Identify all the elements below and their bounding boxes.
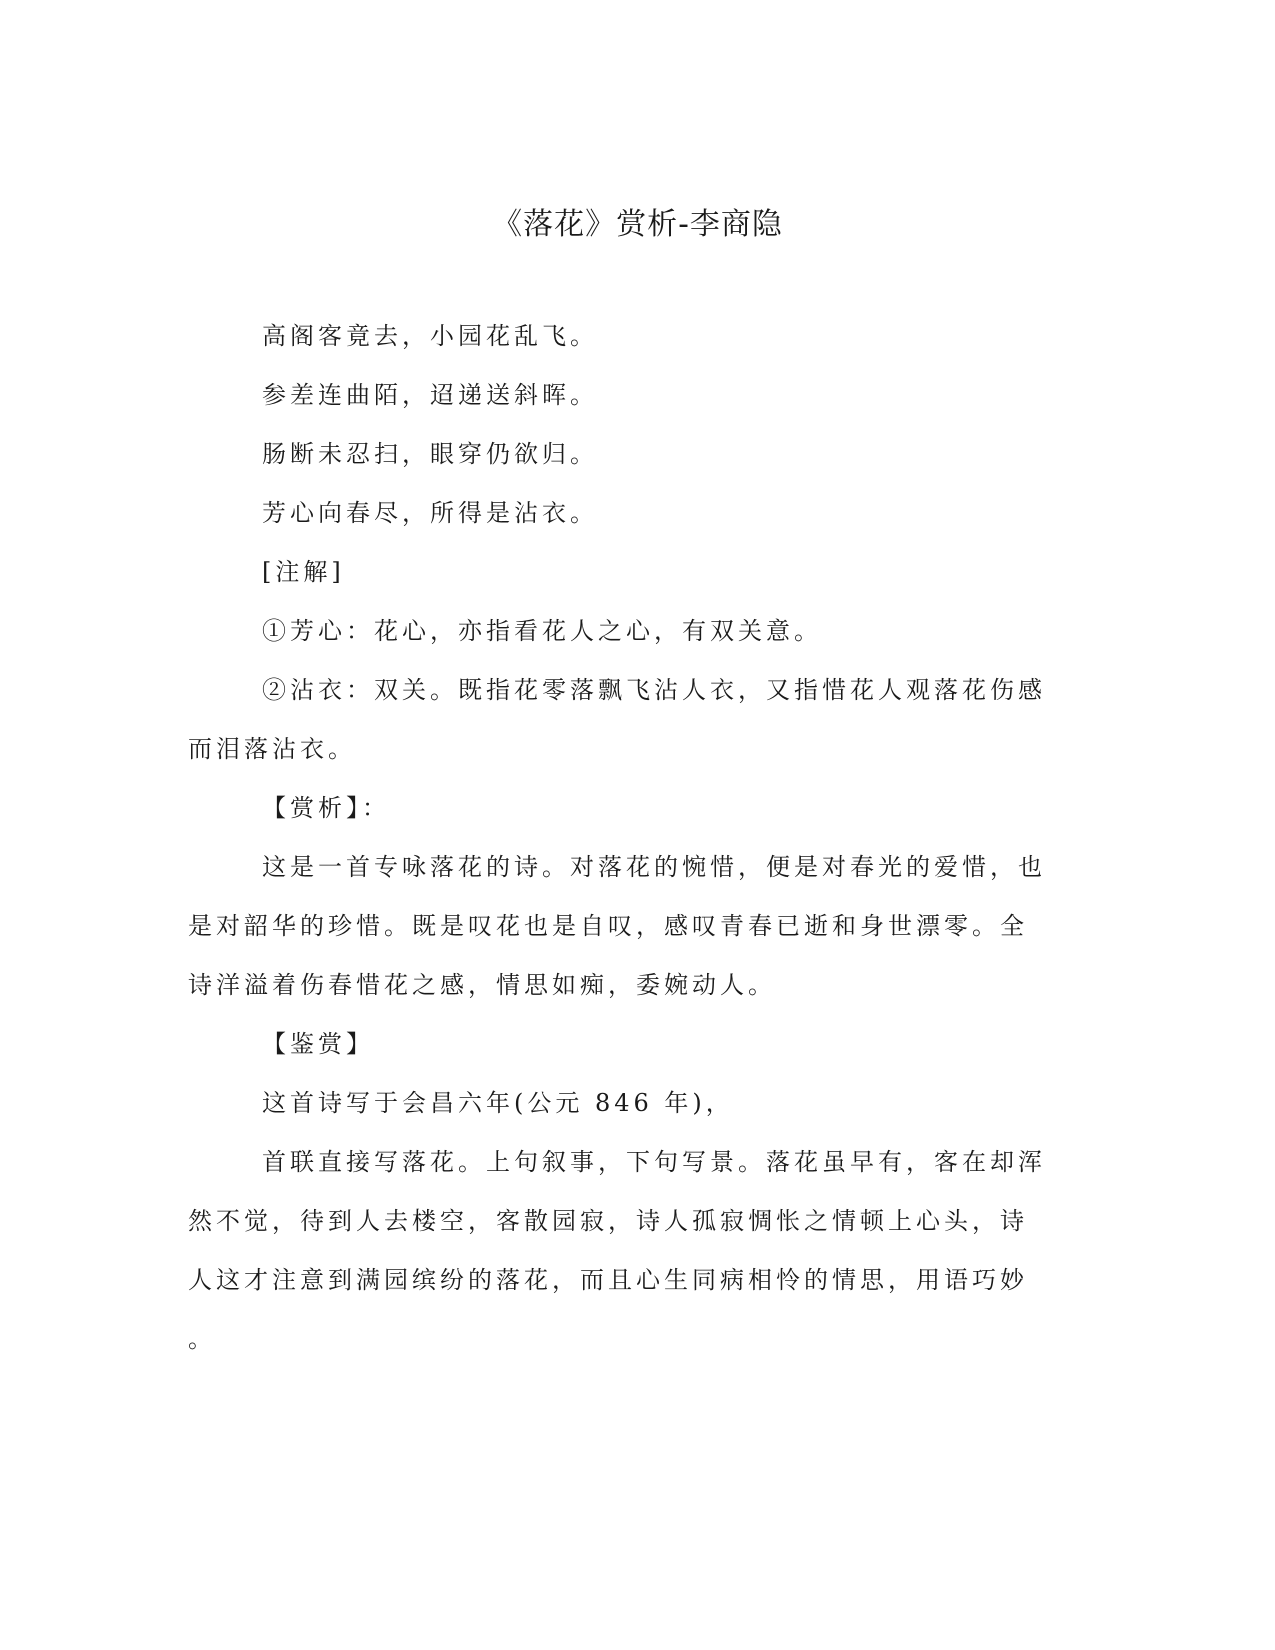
poem-line-1: 高阁客竟去，小园花乱飞。	[262, 322, 598, 350]
analysis-line-2: 是对韶华的珍惜。既是叹花也是自叹，感叹青春已逝和身世漂零。全	[188, 912, 1028, 940]
analysis-line-1: 这是一首专咏落花的诗。对落花的惋惜，便是对春光的爱惜，也	[262, 853, 1046, 881]
appreciation-line-1: 首联直接写落花。上句叙事，下句写景。落花虽早有，客在却浑	[262, 1148, 1046, 1176]
appreciation-line-3: 人这才注意到满园缤纷的落花，而且心生同病相怜的情思，用语巧妙	[188, 1266, 1028, 1294]
analysis-heading: 【赏析】：	[262, 794, 390, 822]
appreciation-intro: 这首诗写于会昌六年(公元 846 年)，	[262, 1089, 734, 1117]
poem-line-4: 芳心向春尽，所得是沾衣。	[262, 499, 598, 527]
appreciation-line-4: 。	[188, 1325, 216, 1353]
appreciation-heading: 【鉴赏】	[262, 1030, 374, 1058]
document-title: 《落花》赏析-李商隐	[492, 207, 783, 242]
poem-line-3: 肠断未忍扫，眼穿仍欲归。	[262, 440, 598, 468]
note-2-line-1: ②沾衣：双关。既指花零落飘飞沾人衣，又指惜花人观落花伤感	[262, 676, 1046, 704]
analysis-line-3: 诗洋溢着伤春惜花之感，情思如痴，委婉动人。	[188, 971, 776, 999]
poem-line-2: 参差连曲陌，迢递送斜晖。	[262, 381, 598, 409]
appreciation-line-2: 然不觉，待到人去楼空，客散园寂，诗人孤寂惆怅之情顿上心头，诗	[188, 1207, 1028, 1235]
note-1: ①芳心：花心，亦指看花人之心，有双关意。	[262, 617, 822, 645]
note-2-line-2: 而泪落沾衣。	[188, 735, 356, 763]
notes-heading: [注解]	[262, 558, 345, 586]
